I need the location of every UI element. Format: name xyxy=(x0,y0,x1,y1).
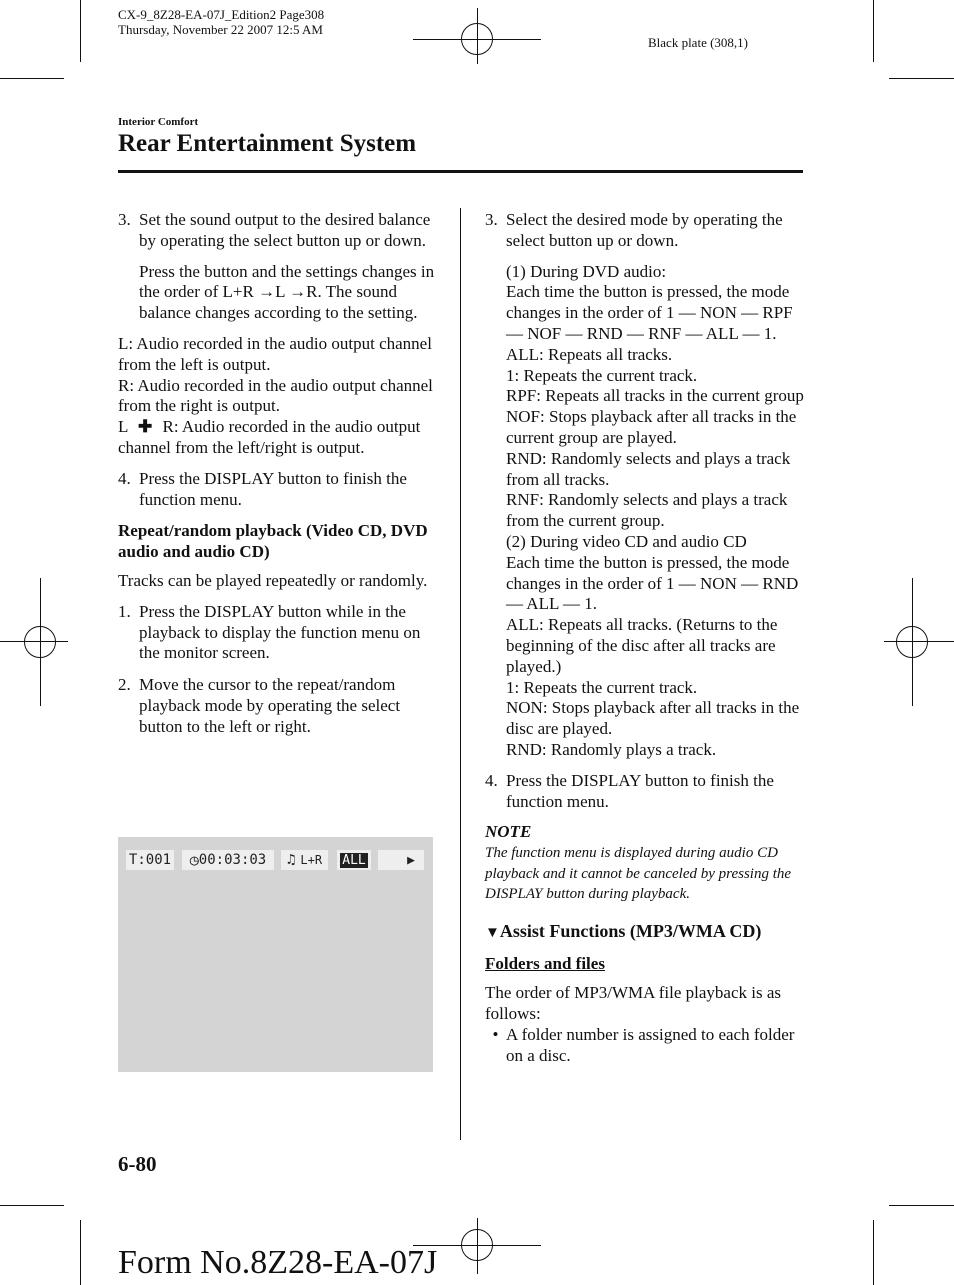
page-title: Rear Entertainment System xyxy=(118,130,417,157)
mode-line: RPF: Repeats all tracks in the current group xyxy=(506,386,804,406)
play-status xyxy=(378,850,424,870)
bullet-icon: • xyxy=(492,1024,499,1044)
step-3-right: 3. Select the desired mode by operating the select button up or down. xyxy=(485,210,783,250)
column-divider xyxy=(460,208,461,1140)
step-1-left: 1. Press the DISPLAY button while in the playback to display the function menu on the monitor screen. xyxy=(118,601,421,663)
mode-line: ALL: Repeats all tracks. (Returns to the beginning of the disc after all tracks are played.) xyxy=(506,615,778,676)
step-3-subtext: Press the button and the settings changes in the order of L+R →L →R. The sound balance changes according to the setting. xyxy=(139,261,435,323)
form-number: Form No.8Z28-EA-07J xyxy=(118,1244,438,1281)
mode-line: RND: Randomly selects and plays a track from all tracks. xyxy=(506,448,791,489)
mode-line: NOF: Stops playback after all tracks in the current group are played. xyxy=(506,407,797,447)
page-number: 6-80 xyxy=(118,1152,157,1176)
intro-text: Tracks can be played repeatedly or randomly. xyxy=(118,570,428,590)
subheading-repeat-random: Repeat/random playback (Video CD, DVD audio and audio CD) xyxy=(118,521,428,562)
mode-line: NON: Stops playback after all tracks in the disc are played. xyxy=(506,698,800,739)
right-column xyxy=(485,210,805,1066)
function-menu-screen xyxy=(118,837,433,1072)
definition-r: R: Audio recorded in the audio output channel from the right is output. xyxy=(118,375,433,416)
repeat-mode-indicator: ALL xyxy=(337,850,371,870)
mode-line: ALL: Repeats all tracks. xyxy=(506,344,673,364)
step-2-left: 2. Move the cursor to the repeat/random playback mode by operating the select button to the left or right. xyxy=(118,675,401,736)
triangle-down-icon: ▼ xyxy=(485,924,500,941)
mode-descriptions xyxy=(485,262,805,761)
mode-line: RND: Randomly plays a track. xyxy=(506,739,717,759)
mode-line: Each time the button is pressed, the mode changes in the order of 1 ― NON ― RPF ― NOF ― RND ― RNF ― ALL ― 1. xyxy=(506,282,793,343)
step-4-left: 4. Press the DISPLAY button to finish the function menu. xyxy=(118,468,407,509)
folders-files-heading: Folders and files xyxy=(485,954,605,974)
plate-info: Black plate (308,1) xyxy=(648,35,748,50)
step-3-left: 3. Set the sound output to the desired balance by operating the select button up or down. xyxy=(118,210,440,252)
assist-functions-heading: ▼Assist Functions (MP3/WMA CD) xyxy=(485,920,762,941)
mode-line: (2) During video CD and audio CD xyxy=(506,531,747,551)
mode-line: 1: Repeats the current track. xyxy=(506,365,698,385)
time-indicator: ◷ 00:03:03 xyxy=(182,850,274,870)
note-title: NOTE xyxy=(485,822,532,842)
print-job-info xyxy=(118,7,324,37)
mode-line: RNF: Randomly selects and plays a track from the current group. xyxy=(506,490,788,531)
left-column xyxy=(118,210,440,738)
playback-order-text: The order of MP3/WMA file playback is as follows: xyxy=(485,983,782,1023)
mode-line: 1: Repeats the current track. xyxy=(506,677,698,697)
definition-l: L: Audio recorded in the audio output channel from the left is output. xyxy=(118,333,432,374)
section-label: Interior Comfort xyxy=(118,116,199,128)
plus-icon: ✚ xyxy=(138,417,153,437)
play-icon: ▶ xyxy=(407,852,415,868)
clock-icon: ◷ xyxy=(189,851,199,869)
mode-line: (1) During DVD audio: xyxy=(506,261,667,281)
definition-lr: L ✚ R: Audio recorded in the audio output channel from the left/right is output. xyxy=(118,417,421,457)
note-text: The function menu is displayed during audio CD playback and it cannot be canceled by pressing the DISPLAY button during playback. xyxy=(485,845,792,903)
mode-line: Each time the button is pressed, the mode changes in the order of 1 ― NON ― RND ― ALL ― 1. xyxy=(506,552,799,614)
print-job-line1: CX-9_8Z28-EA-07J_Edition2 Page308 xyxy=(118,7,325,22)
music-note-icon: ♫ xyxy=(286,852,296,868)
track-indicator: T:001 xyxy=(126,850,174,870)
list-item: • A folder number is assigned to each folder on a disc. xyxy=(485,1025,805,1067)
step-3-text: Set the sound output to the desired balance by operating the select button up or down. xyxy=(139,210,431,250)
title-rule xyxy=(118,170,803,173)
print-job-line2: Thursday, November 22 2007 12:5 AM xyxy=(118,22,323,37)
audio-indicator: ♫ L+R xyxy=(281,850,328,870)
step-4-right: 4. Press the DISPLAY button to finish the function menu. xyxy=(485,770,774,811)
